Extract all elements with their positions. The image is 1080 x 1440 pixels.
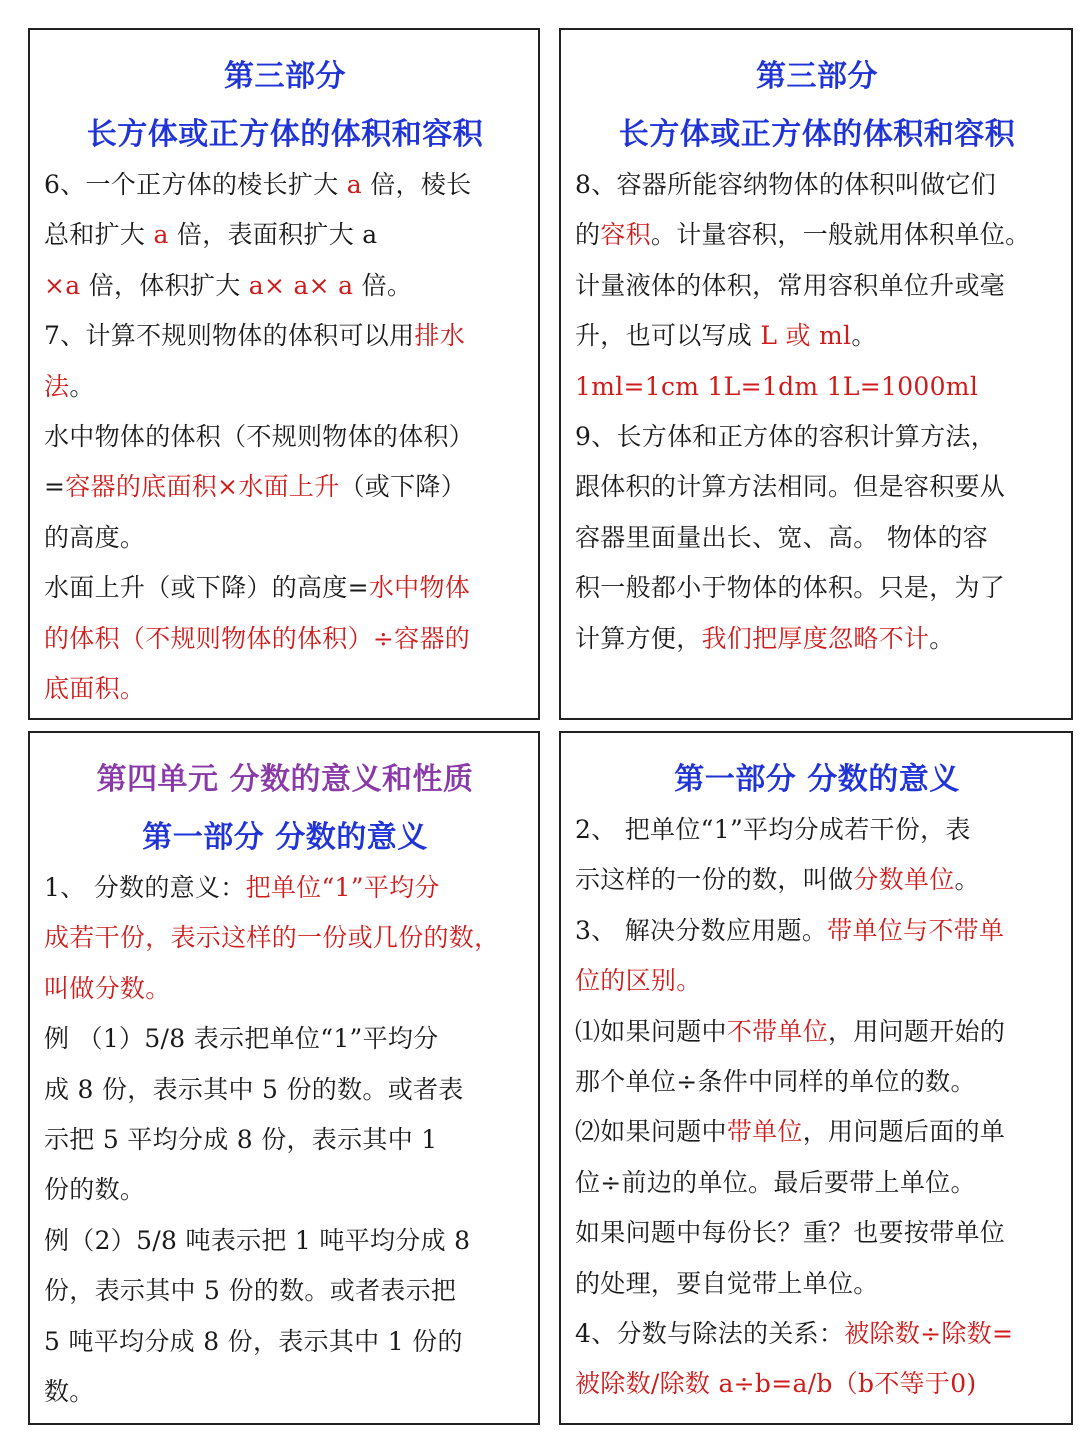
text-segment: 的高度。 bbox=[44, 522, 146, 552]
text-segment: 积一般都小于物体的体积。只是，为了 bbox=[575, 573, 1006, 603]
highlighted-text: 被除数÷除数= bbox=[844, 1319, 1014, 1349]
text-line bbox=[44, 261, 526, 311]
text-line bbox=[44, 664, 526, 714]
text-segment: 例 （1）5/8 表示把单位“1”平均分 bbox=[44, 1024, 439, 1054]
unit-title: 第四单元 分数的意义和性质 bbox=[96, 762, 474, 797]
text-segment: 4、分数与除法的关系： bbox=[575, 1319, 845, 1349]
text-segment: 。 bbox=[69, 371, 95, 401]
text-segment: 7、计算不规则物体的体积可以用 bbox=[44, 321, 415, 351]
highlighted-text: 的体积（不规则物体的体积）÷容器的 bbox=[44, 623, 471, 653]
text-line bbox=[575, 311, 1059, 361]
text-line bbox=[44, 1165, 526, 1215]
highlighted-text: a bbox=[346, 170, 362, 199]
text-line bbox=[44, 563, 526, 613]
highlighted-text: 水中物体 bbox=[368, 573, 471, 603]
text-segment: 的 bbox=[575, 220, 601, 250]
highlighted-text: 容积 bbox=[600, 220, 651, 250]
highlighted-text: L 或 ml bbox=[760, 321, 852, 351]
text-segment: 升，也可以写成 bbox=[575, 321, 761, 351]
text-segment: 份的数。 bbox=[44, 1175, 146, 1205]
text-line bbox=[575, 563, 1059, 613]
text-segment: ，用问题开始的 bbox=[828, 1016, 1006, 1046]
text-line bbox=[575, 513, 1059, 563]
card-subtitle: 第一部分 分数的意义 bbox=[142, 820, 428, 855]
text-segment: 6、一个正方体的棱长扩大 bbox=[44, 170, 347, 199]
text-line bbox=[575, 805, 1059, 855]
highlighted-text: 带单位与不带单 bbox=[827, 915, 1005, 945]
highlighted-text: 分数单位 bbox=[853, 865, 955, 895]
text-line bbox=[44, 1115, 526, 1165]
text-segment: = bbox=[44, 472, 66, 502]
text-segment: 倍，表面积扩大 a bbox=[168, 220, 378, 250]
text-segment: 总和扩大 bbox=[44, 220, 154, 250]
text-line bbox=[44, 513, 526, 563]
text-segment: 份，表示其中 5 份的数。或者表示把 bbox=[44, 1276, 457, 1306]
text-segment: 的处理，要自觉带上单位。 bbox=[575, 1268, 879, 1298]
text-line bbox=[575, 462, 1059, 512]
card-volume-part3-b bbox=[559, 28, 1073, 720]
text-segment: 3、 解决分数应用题。 bbox=[575, 915, 828, 945]
text-line bbox=[575, 1259, 1059, 1309]
text-segment: 那个单位÷条件中同样的单位的数。 bbox=[575, 1067, 976, 1097]
highlighted-text: 位的区别。 bbox=[575, 966, 702, 996]
card-subtitle: 长方体或正方体的体积和容积 bbox=[618, 117, 1016, 152]
highlighted-text: 不带单位 bbox=[726, 1016, 829, 1046]
highlighted-text: 带单位 bbox=[726, 1117, 803, 1147]
text-line bbox=[575, 362, 1059, 412]
highlighted-text: 法 bbox=[44, 371, 70, 401]
highlighted-text: a÷b=a/b（b不等于0) bbox=[710, 1369, 977, 1399]
text-line bbox=[44, 1266, 526, 1316]
text-segment: 如果问题中每份长？重？也要按带单位 bbox=[575, 1218, 1006, 1248]
text-line bbox=[44, 614, 526, 664]
text-line bbox=[44, 1367, 526, 1417]
text-line bbox=[575, 855, 1059, 905]
card-title: 第一部分 分数的意义 bbox=[674, 762, 960, 797]
text-line bbox=[44, 964, 526, 1014]
highlighted-text: a bbox=[153, 220, 169, 250]
text-line bbox=[44, 160, 526, 210]
highlighted-text: 把单位“1”平均分 bbox=[245, 873, 440, 902]
text-segment: 。 bbox=[929, 623, 955, 653]
text-segment: 水面上升（或下降）的高度= bbox=[44, 573, 369, 603]
text-segment: 跟体积的计算方法相同。但是容积要从 bbox=[575, 472, 1006, 502]
card-body bbox=[575, 805, 1059, 1410]
text-line bbox=[575, 1057, 1059, 1107]
highlighted-text: 被除数/除数 bbox=[575, 1369, 711, 1399]
text-segment: 成 8 份，表示其中 5 份的数。或者表 bbox=[44, 1074, 464, 1104]
highlighted-text: a× a× a bbox=[248, 270, 354, 300]
text-segment: 示这样的一份的数，叫做 bbox=[575, 865, 854, 895]
text-line bbox=[44, 913, 526, 963]
highlighted-text: 我们把厚度忽略不计 bbox=[701, 623, 930, 653]
text-line bbox=[44, 1317, 526, 1367]
card-subtitle: 长方体或正方体的体积和容积 bbox=[86, 117, 484, 152]
text-line bbox=[44, 362, 526, 412]
card-title: 第三部分 bbox=[224, 59, 346, 94]
highlighted-text: 排水 bbox=[414, 321, 466, 351]
text-line bbox=[575, 1107, 1059, 1157]
card-fraction-meaning-a bbox=[28, 731, 540, 1425]
text-segment: 数。 bbox=[44, 1377, 95, 1407]
text-line bbox=[575, 160, 1059, 210]
text-segment: 示把 5 平均分成 8 份，表示其中 1 bbox=[44, 1125, 438, 1155]
text-line bbox=[575, 956, 1059, 1006]
text-segment: 例（2）5/8 吨表示把 1 吨平均分成 8 bbox=[44, 1225, 471, 1255]
text-line bbox=[44, 1014, 526, 1064]
text-line bbox=[44, 1216, 526, 1266]
text-line bbox=[44, 1065, 526, 1115]
card-fraction-meaning-b bbox=[559, 731, 1073, 1425]
text-line bbox=[575, 906, 1059, 956]
card-volume-part3-a bbox=[28, 28, 540, 720]
card-body bbox=[44, 160, 526, 714]
text-segment: 5 吨平均分成 8 份，表示其中 1 份的 bbox=[44, 1326, 463, 1356]
text-segment: 计算方便， bbox=[575, 623, 702, 653]
highlighted-text: 成若干份，表示这样的一份或几份的数， bbox=[44, 923, 500, 953]
text-segment: 1、 分数的意义： bbox=[44, 873, 246, 902]
text-segment: 2、 把单位“1”平均分成若干份，表 bbox=[575, 815, 971, 844]
highlighted-text: 底面积。 bbox=[44, 674, 146, 704]
text-line bbox=[575, 1359, 1059, 1409]
card-body bbox=[575, 160, 1059, 664]
text-segment: 容器里面量出长、宽、高。 物体的容 bbox=[575, 522, 989, 552]
text-segment: ⑵如果问题中 bbox=[575, 1117, 727, 1147]
text-segment: 9、长方体和正方体的容积计算方法， bbox=[575, 422, 997, 452]
text-segment: 水中物体的体积（不规则物体的体积） bbox=[44, 422, 475, 452]
text-line bbox=[575, 1007, 1059, 1057]
text-line bbox=[44, 462, 526, 512]
text-line bbox=[575, 261, 1059, 311]
text-segment: 。 bbox=[851, 321, 877, 351]
text-line bbox=[575, 1309, 1059, 1359]
text-line bbox=[44, 210, 526, 260]
text-segment: 倍，棱长 bbox=[361, 170, 472, 199]
text-line bbox=[575, 1158, 1059, 1208]
text-segment: ，用问题后面的单 bbox=[802, 1117, 1006, 1147]
card-body bbox=[44, 863, 526, 1417]
text-segment: 位÷前边的单位。最后要带上单位。 bbox=[575, 1167, 976, 1197]
text-segment: 倍。 bbox=[353, 270, 413, 300]
text-segment: 倍，体积扩大 bbox=[80, 270, 249, 300]
highlighted-text: 叫做分数。 bbox=[44, 973, 171, 1003]
text-line bbox=[44, 412, 526, 462]
text-line bbox=[575, 614, 1059, 664]
text-segment: ⑴如果问题中 bbox=[575, 1016, 727, 1046]
text-segment: 8、容器所能容纳物体的体积叫做它们 bbox=[575, 170, 997, 199]
text-segment: 计量液体的体积，常用容积单位升或毫 bbox=[575, 270, 1006, 300]
text-segment: （或下降） bbox=[339, 472, 467, 502]
text-segment: 。 bbox=[954, 865, 980, 895]
text-line bbox=[575, 412, 1059, 462]
highlighted-text: 容器的底面积×水面上升 bbox=[65, 472, 340, 502]
card-title: 第三部分 bbox=[756, 59, 878, 94]
text-segment: 。计量容积，一般就用体积单位。 bbox=[650, 220, 1031, 250]
highlighted-text: ×a bbox=[44, 270, 81, 300]
text-line bbox=[575, 1208, 1059, 1258]
text-line bbox=[575, 210, 1059, 260]
highlighted-text: 1ml=1cm 1L=1dm 1L=1000ml bbox=[575, 371, 979, 401]
text-line bbox=[44, 863, 526, 913]
text-line bbox=[44, 311, 526, 361]
